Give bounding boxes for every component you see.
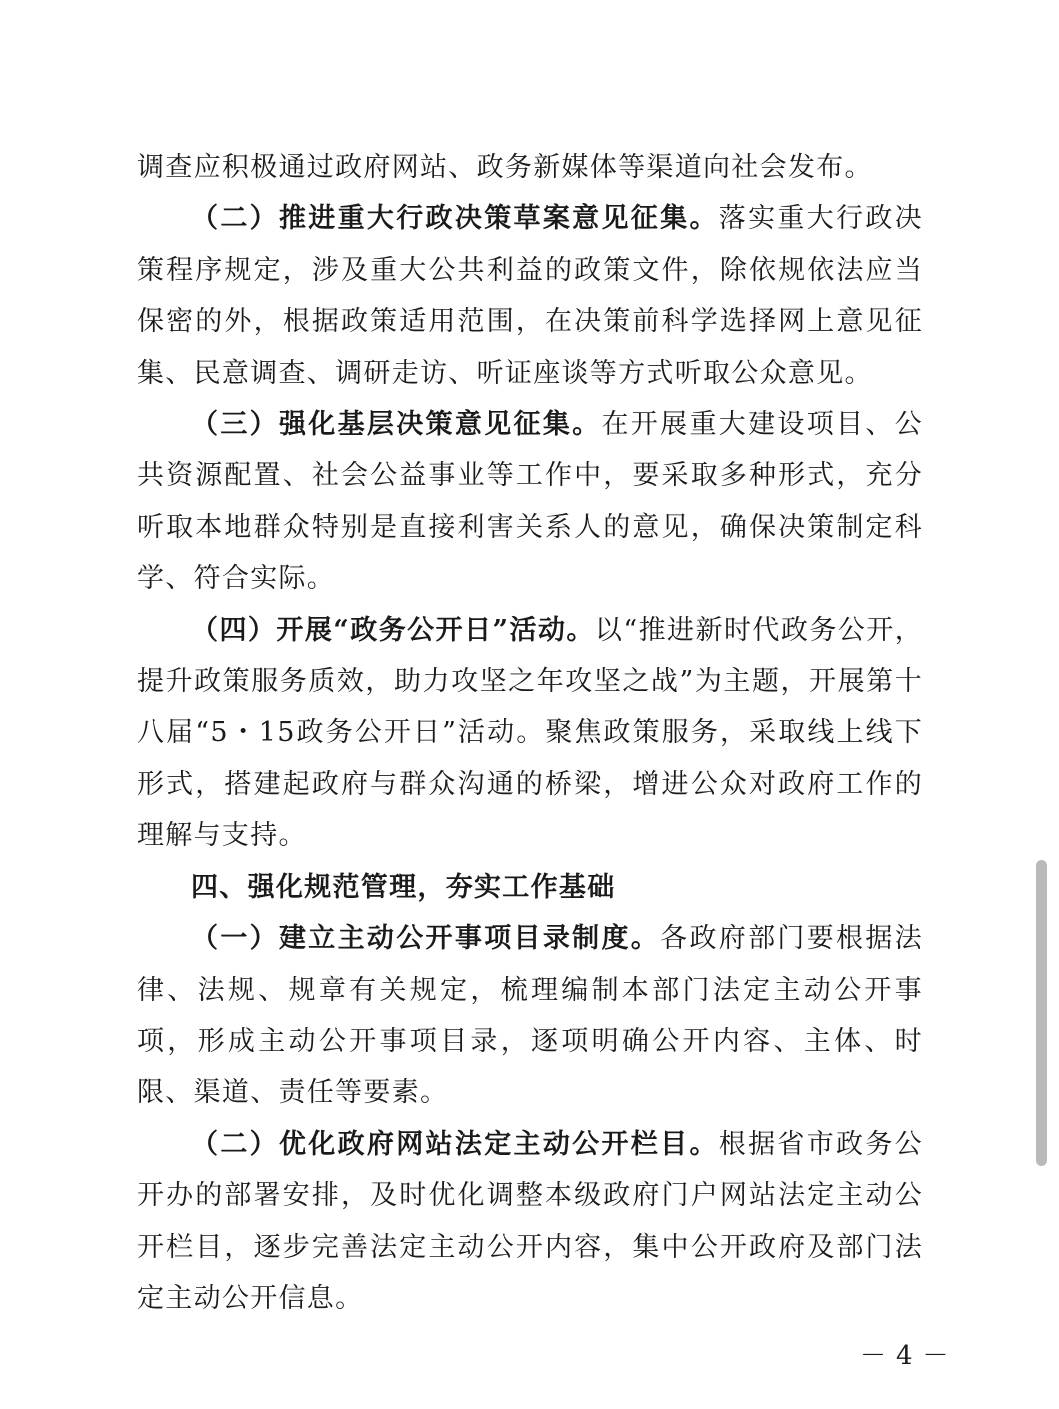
paragraph-item-four <box>137 605 923 862</box>
section-paragraph-one <box>137 913 923 1119</box>
paragraph-lead: （四）开展“政务公开日”活动。 <box>191 614 595 646</box>
paragraph-body: 在开展重大建设项目、公共资源配置、社会公益事业等工作中，要采取多种形式，充分听取本地群众特别是直接利害关系人的意见，确保决策制定科学、符合实际。 <box>137 409 923 595</box>
section-paragraph-two <box>137 1119 923 1325</box>
paragraph-lead: （二）优化政府网站法定主动公开栏目。 <box>191 1128 719 1160</box>
paragraph-body: 根据省市政务公开办的部署安排，及时优化调整本级政府门户网站法定主动公开栏目，逐步完善法定主动公开内容，集中公开政府及部门法定主动公开信息。 <box>137 1128 923 1314</box>
paragraph-body: 落实重大行政决策程序规定，涉及重大公共利益的政策文件，除依规依法应当保密的外，根据政策适用范围，在决策前科学选择网上意见征集、民意调查、调研走访、听证座谈等方式听取公众意见。 <box>137 203 923 389</box>
paragraph-lead: （二）推进重大行政决策草案意见征集。 <box>191 203 719 235</box>
page-number: －4－ <box>860 1341 959 1371</box>
paragraph-lead: （一）建立主动公开事项目录制度。 <box>191 923 661 955</box>
document-page <box>137 142 923 1324</box>
paragraph-item-three <box>137 399 923 605</box>
paragraph-body: 调查应积极通过政府网站、政务新媒体等渠道向社会发布。 <box>137 152 873 183</box>
vertical-scrollbar-thumb[interactable] <box>1036 860 1047 1166</box>
paragraph-lead: （三）强化基层决策意见征集。 <box>191 409 602 441</box>
paragraph-continuation <box>137 142 923 193</box>
paragraph-item-two <box>137 193 923 399</box>
paragraph-body: 以“推进新时代政务公开，提升政策服务质效，助力攻坚之年攻坚之战”为主题，开展第十八届“5・15政务公开日”活动。聚焦政策服务，采取线上线下形式，搭建起政府与群众沟通的桥梁，增进公众对政府工作的理解与支持。 <box>137 614 923 852</box>
paragraph-body: 各政府部门要根据法律、法规、规章有关规定，梳理编制本部门法定主动公开事项，形成主动公开事项目录，逐项明确公开内容、主体、时限、渠道、责任等要素。 <box>137 923 923 1109</box>
section-heading: 四、强化规范管理，夯实工作基础 <box>191 871 616 903</box>
